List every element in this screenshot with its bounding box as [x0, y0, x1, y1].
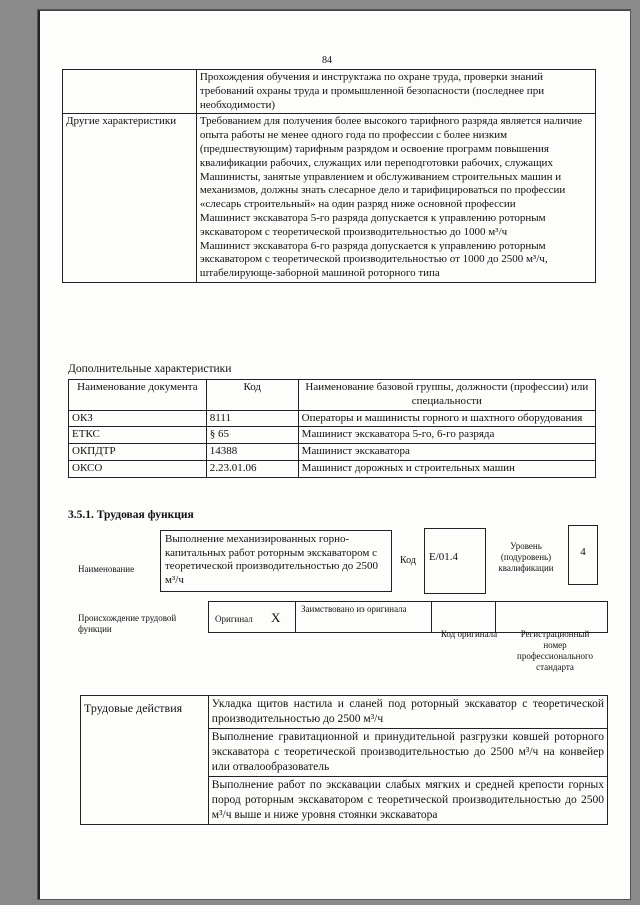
doc-name-cell: ОКЗ: [69, 410, 207, 427]
doc-name-cell: ОКПДТР: [69, 444, 207, 461]
table-header-row: [69, 380, 596, 411]
group-name-cell: Машинист экскаватора: [298, 444, 595, 461]
group-name-cell: Машинист дорожных и строительных машин: [298, 460, 595, 477]
doc-name-cell: ЕТКС: [69, 427, 207, 444]
empty-cell: [63, 70, 197, 114]
group-name-cell: Машинист экскаватора 5-го, 6-го разряда: [298, 427, 595, 444]
reg-number-caption: Регистрационный номер профессионального стандарта: [517, 629, 593, 672]
function-code: E/01.4: [429, 551, 459, 563]
function-code-box: [424, 528, 486, 594]
qualification-level: 4: [580, 546, 586, 558]
other-characteristics-label: Другие характеристики: [63, 114, 197, 283]
code-label: Код: [400, 555, 416, 566]
labor-action-item: Выполнение работ по экскавации слабых мягких и средней крепости горных пород роторным экскаватором с теоретической производительностью до 2500 м³/ч выше и ниже уровня стоянки экскаватора: [208, 777, 607, 825]
name-label: Наименование: [78, 564, 135, 574]
original-label: Оригинал: [215, 614, 253, 624]
characteristic-paragraph: Машинисты, занятые управлением и обслуживанием строительных машин и механизмов, должны знать слесарное дело и тарифицироваться по профессии «слесарь строительный» на один разряд ниже основной профессии: [199, 170, 566, 211]
group-name-cell: Операторы и машинисты горного и шахтного оборудования: [298, 410, 595, 427]
divider: [495, 602, 496, 632]
column-header: Код: [206, 380, 298, 411]
table-row: [69, 427, 596, 444]
code-cell: 2.23.01.06: [206, 460, 298, 477]
labor-action-item: Выполнение гравитационной и принудительной разгрузки ковшей роторного экскаватора с теоретической производительностью до 2500 м³/ч на конвейер или отвалообразователь: [208, 729, 607, 777]
code-cell: § 65: [206, 427, 298, 444]
table-row: [69, 444, 596, 461]
qualification-level-label: Уровень (подуровень) квалификации: [498, 541, 554, 573]
origin-label: Происхождение трудовой функции: [78, 613, 177, 634]
borrowed-label: Заимствовано из оригинала: [301, 604, 407, 614]
original-mark: X: [271, 610, 281, 625]
characteristic-paragraph: Требованием для получения более высокого тарифного разряда является наличие опыта работы не менее одного года по профессии с более низким (предшествующим) тарифным разрядом и освоение программ повышения квалификации рабочих, служащих или переподготовки рабочих, служащих: [199, 115, 583, 169]
labor-action-item: Укладка щитов настила и сланей под роторный экскаватор с теоретической производительностью до 2500 м³/ч: [208, 696, 607, 729]
labor-actions-label: Трудовые действия: [81, 696, 209, 825]
function-title: 3.5.1. Трудовая функция: [68, 509, 194, 521]
table-row: [81, 696, 608, 729]
divider: [295, 602, 296, 632]
page-number: 84: [322, 55, 332, 66]
table-row: [63, 114, 596, 283]
additional-table: [68, 379, 596, 478]
column-header: Наименование документа: [69, 380, 207, 411]
qualification-level-box: [568, 525, 598, 585]
other-characteristics-content: [196, 114, 595, 283]
table-row: [69, 460, 596, 477]
doc-name-cell: ОКСО: [69, 460, 207, 477]
document-page: [38, 10, 630, 899]
function-name: Выполнение механизированных горно-капитальных работ роторным экскаватором с теоретической производительностью до 2500 м³/ч: [165, 533, 379, 586]
code-original-caption: Код оригинала: [440, 629, 498, 639]
characteristics-table: [62, 69, 596, 283]
training-requirements: Прохождения обучения и инструктажа по охране труда, проверки знаний требований охраны труда и промышленной безопасности (последнее при необходимости): [196, 70, 595, 114]
function-name-box: [160, 530, 392, 592]
divider: [431, 602, 432, 632]
characteristic-paragraph: Машинист экскаватора 5-го разряда допускается к управлению роторным экскаватором с теоретической производительностью до 1000 м³/ч: [199, 211, 546, 238]
code-cell: 14388: [206, 444, 298, 461]
table-row: [69, 410, 596, 427]
additional-title: Дополнительные характеристики: [68, 363, 232, 375]
column-header: Наименование базовой группы, должности (профессии) или специальности: [298, 380, 595, 411]
labor-actions-table: [80, 695, 608, 825]
table-row: [63, 70, 596, 114]
characteristic-paragraph: Машинист экскаватора 6-го разряда допускается к управлению роторным экскаватором с теоретической производительностью от 1000 до 2500 м³/ч, штабелирующе-заборной машиной роторного типа: [199, 239, 548, 280]
code-cell: 8111: [206, 410, 298, 427]
